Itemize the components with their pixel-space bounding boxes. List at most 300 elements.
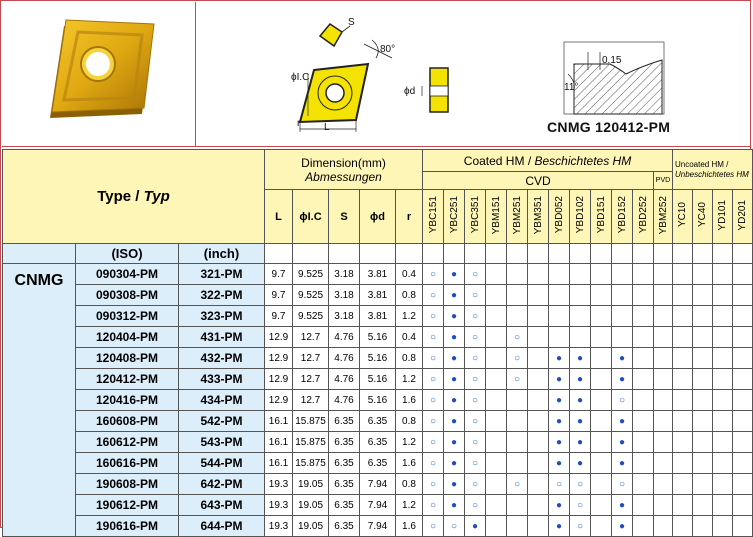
dim-ic: 19.05 [293, 474, 329, 495]
grade-mark-cell [444, 453, 465, 474]
col-d: ϕd [360, 190, 396, 244]
grade-mark-cell [444, 306, 465, 327]
filled-dot-icon: ● [618, 416, 626, 427]
inch-code: 644-PM [179, 516, 265, 537]
open-circle-icon: ○ [429, 374, 437, 385]
grade-mark-cell [570, 306, 591, 327]
dim-l: 9.7 [265, 285, 293, 306]
grade-mark-cell [733, 348, 753, 369]
filled-dot-icon: ● [576, 395, 584, 406]
family-cell: CNMG [3, 264, 76, 537]
grade-mark-cell [693, 516, 713, 537]
filled-dot-icon: ● [576, 458, 584, 469]
grade-mark-cell [733, 453, 753, 474]
filled-dot-icon: ● [576, 416, 584, 427]
filled-dot-icon: ● [450, 353, 458, 364]
grade-mark-cell [591, 432, 612, 453]
grade-mark-cell [654, 306, 673, 327]
inch-code: 642-PM [179, 474, 265, 495]
grade-mark-cell [633, 327, 654, 348]
grade-mark-cell [733, 390, 753, 411]
table-row [3, 327, 753, 348]
grade-mark-cell [591, 474, 612, 495]
open-circle-icon: ○ [576, 479, 584, 490]
subheader-blank-cell [612, 244, 633, 264]
grade-mark-cell [612, 495, 633, 516]
subheader-blank-cell [713, 244, 733, 264]
dim-s: 3.18 [329, 306, 360, 327]
dim-l: 12.9 [265, 390, 293, 411]
grade-mark-cell [549, 327, 570, 348]
dim-ic: 12.7 [293, 348, 329, 369]
grade-mark-cell [549, 306, 570, 327]
open-circle-icon: ○ [471, 269, 479, 280]
subheader-blank-cell [633, 244, 654, 264]
grade-mark-cell [654, 411, 673, 432]
grade-mark-cell [507, 411, 528, 432]
grade-mark-cell [423, 348, 444, 369]
grade-mark-cell [612, 327, 633, 348]
open-circle-icon: ○ [471, 353, 479, 364]
dim-d: 3.81 [360, 285, 396, 306]
grade-mark-cell [507, 327, 528, 348]
label-angle2: 11° [564, 82, 579, 93]
grade-mark-cell [486, 369, 507, 390]
grade-mark-cell [528, 432, 549, 453]
open-circle-icon: ○ [618, 395, 626, 406]
grade-mark-cell [507, 390, 528, 411]
uncoated-header: Uncoated HM / Unbeschichtetes HM [673, 150, 753, 190]
grade-mark-cell [507, 306, 528, 327]
open-circle-icon: ○ [429, 458, 437, 469]
grade-mark-cell [591, 306, 612, 327]
iso-code: 160608-PM [76, 411, 179, 432]
dim-r: 0.4 [396, 264, 423, 285]
grade-mark-cell [549, 348, 570, 369]
dim-s: 6.35 [329, 411, 360, 432]
grade-mark-cell [733, 516, 753, 537]
dim-r: 0.8 [396, 474, 423, 495]
grade-mark-cell [444, 474, 465, 495]
filled-dot-icon: ● [450, 395, 458, 406]
grade-mark-cell [733, 369, 753, 390]
grade-mark-cell [693, 285, 713, 306]
grade-mark-cell [612, 348, 633, 369]
grade-mark-cell [549, 411, 570, 432]
open-circle-icon: ○ [429, 353, 437, 364]
grade-mark-cell [465, 495, 486, 516]
dim-ic: 9.525 [293, 264, 329, 285]
grade-mark-cell [528, 516, 549, 537]
grade-mark-cell [423, 306, 444, 327]
grade-mark-cell [549, 495, 570, 516]
grade-mark-cell [507, 264, 528, 285]
dim-d: 5.16 [360, 390, 396, 411]
dim-d: 5.16 [360, 369, 396, 390]
table-row [3, 264, 753, 285]
iso-code: 160616-PM [76, 453, 179, 474]
open-circle-icon: ○ [513, 353, 521, 364]
grade-header-ybd102: YBD102 [570, 190, 591, 244]
cvd-header: CVD [423, 172, 654, 190]
grade-mark-cell [673, 495, 693, 516]
top-illustration-area [2, 2, 750, 147]
grade-mark-cell [673, 348, 693, 369]
grade-mark-cell [486, 306, 507, 327]
grade-mark-cell [693, 369, 713, 390]
grade-mark-cell [444, 264, 465, 285]
type-header: Type / Typ [3, 150, 265, 244]
grade-mark-cell [444, 432, 465, 453]
filled-dot-icon: ● [450, 290, 458, 301]
grade-mark-cell [673, 327, 693, 348]
grade-mark-cell [633, 369, 654, 390]
grade-mark-cell [486, 474, 507, 495]
grade-mark-cell [528, 390, 549, 411]
filled-dot-icon: ● [450, 416, 458, 427]
grade-header-yc40: YC40 [693, 190, 713, 244]
subheader-blank-cell [396, 244, 423, 264]
filled-dot-icon: ● [618, 521, 626, 532]
insert-photo-image [2, 2, 195, 146]
filled-dot-icon: ● [471, 521, 479, 532]
grade-mark-cell [570, 411, 591, 432]
grade-mark-cell [591, 516, 612, 537]
dim-ic: 9.525 [293, 285, 329, 306]
label-l: L [324, 122, 330, 133]
table-row [3, 411, 753, 432]
grade-mark-cell [733, 306, 753, 327]
open-circle-icon: ○ [429, 332, 437, 343]
grade-mark-cell [465, 390, 486, 411]
spec-table [2, 149, 753, 537]
dim-l: 12.9 [265, 327, 293, 348]
grade-header-ybm251: YBM251 [507, 190, 528, 244]
label-angle: 80° [380, 44, 396, 55]
dim-d: 3.81 [360, 306, 396, 327]
col-r: r [396, 190, 423, 244]
open-circle-icon: ○ [429, 521, 437, 532]
grade-mark-cell [549, 285, 570, 306]
dim-d: 6.35 [360, 453, 396, 474]
dim-s: 4.76 [329, 348, 360, 369]
open-circle-icon: ○ [471, 458, 479, 469]
open-circle-icon: ○ [429, 479, 437, 490]
grade-mark-cell [549, 390, 570, 411]
grade-mark-cell [673, 264, 693, 285]
filled-dot-icon: ● [450, 374, 458, 385]
grade-mark-cell [673, 390, 693, 411]
iso-code: 120416-PM [76, 390, 179, 411]
grade-mark-cell [444, 516, 465, 537]
open-circle-icon: ○ [450, 521, 458, 532]
open-circle-icon: ○ [471, 437, 479, 448]
grade-mark-cell [465, 411, 486, 432]
filled-dot-icon: ● [555, 353, 563, 364]
open-circle-icon: ○ [618, 479, 626, 490]
grade-mark-cell [507, 348, 528, 369]
grade-mark-cell [570, 495, 591, 516]
filled-dot-icon: ● [555, 374, 563, 385]
open-circle-icon: ○ [471, 374, 479, 385]
grade-mark-cell [423, 453, 444, 474]
table-row [3, 432, 753, 453]
grade-header-ybc251: YBC251 [444, 190, 465, 244]
dim-s: 6.35 [329, 495, 360, 516]
grade-mark-cell [713, 453, 733, 474]
grade-mark-cell [423, 411, 444, 432]
grade-mark-cell [693, 348, 713, 369]
grade-mark-cell [570, 390, 591, 411]
grade-mark-cell [673, 432, 693, 453]
filled-dot-icon: ● [618, 353, 626, 364]
inch-code: 434-PM [179, 390, 265, 411]
grade-mark-cell [713, 390, 733, 411]
grade-mark-cell [570, 327, 591, 348]
grade-mark-cell [633, 495, 654, 516]
grade-mark-cell [549, 516, 570, 537]
dim-s: 3.18 [329, 264, 360, 285]
open-circle-icon: ○ [471, 332, 479, 343]
table-row [3, 306, 753, 327]
dim-s: 4.76 [329, 369, 360, 390]
grade-header-ybm151: YBM151 [486, 190, 507, 244]
dim-r: 0.8 [396, 285, 423, 306]
grade-mark-cell [423, 285, 444, 306]
grade-mark-cell [528, 348, 549, 369]
grade-mark-cell [570, 474, 591, 495]
col-l: L [265, 190, 293, 244]
grade-mark-cell [633, 306, 654, 327]
inch-code: 643-PM [179, 495, 265, 516]
grade-mark-cell [444, 390, 465, 411]
subheader-blank-cell [486, 244, 507, 264]
grade-mark-cell [654, 285, 673, 306]
open-circle-icon: ○ [429, 395, 437, 406]
filled-dot-icon: ● [555, 500, 563, 511]
grade-mark-cell [528, 369, 549, 390]
grade-mark-cell [713, 495, 733, 516]
open-circle-icon: ○ [576, 521, 584, 532]
open-circle-icon: ○ [513, 479, 521, 490]
grade-header-yd101: YD101 [713, 190, 733, 244]
dim-l: 12.9 [265, 369, 293, 390]
grade-mark-cell [486, 495, 507, 516]
grade-mark-cell [612, 306, 633, 327]
grade-mark-cell [570, 516, 591, 537]
filled-dot-icon: ● [450, 437, 458, 448]
grade-mark-cell [713, 369, 733, 390]
label-chamfer: 0.15 [602, 55, 622, 66]
dim-r: 1.6 [396, 453, 423, 474]
dim-s: 3.18 [329, 285, 360, 306]
dim-d: 5.16 [360, 327, 396, 348]
filled-dot-icon: ● [450, 458, 458, 469]
grade-mark-cell [733, 411, 753, 432]
dim-r: 0.8 [396, 411, 423, 432]
grade-mark-cell [591, 285, 612, 306]
grade-mark-cell [465, 285, 486, 306]
grade-mark-cell [444, 411, 465, 432]
grade-mark-cell [591, 411, 612, 432]
grade-mark-cell [465, 474, 486, 495]
grade-mark-cell [486, 432, 507, 453]
grade-mark-cell [654, 516, 673, 537]
grade-mark-cell [713, 516, 733, 537]
open-circle-icon: ○ [429, 269, 437, 280]
grade-mark-cell [528, 285, 549, 306]
grade-mark-cell [654, 264, 673, 285]
grade-mark-cell [693, 306, 713, 327]
grade-mark-cell [570, 453, 591, 474]
grade-mark-cell [591, 327, 612, 348]
grade-mark-cell [528, 264, 549, 285]
grade-mark-cell [528, 327, 549, 348]
grade-mark-cell [713, 327, 733, 348]
dim-ic: 12.7 [293, 390, 329, 411]
grade-mark-cell [444, 348, 465, 369]
grade-mark-cell [444, 369, 465, 390]
grade-mark-cell [673, 474, 693, 495]
dim-s: 4.76 [329, 390, 360, 411]
dim-s: 4.76 [329, 327, 360, 348]
table-row [3, 495, 753, 516]
grade-mark-cell [570, 369, 591, 390]
dim-l: 16.1 [265, 453, 293, 474]
subheader-blank-cell [360, 244, 396, 264]
grade-mark-cell [612, 369, 633, 390]
grade-mark-cell [673, 285, 693, 306]
dim-ic: 19.05 [293, 495, 329, 516]
grade-header-ybd152: YBD152 [612, 190, 633, 244]
grade-mark-cell [591, 390, 612, 411]
subheader-blank-cell [570, 244, 591, 264]
grade-mark-cell [486, 348, 507, 369]
inch-code: 432-PM [179, 348, 265, 369]
grade-mark-cell [570, 285, 591, 306]
grade-mark-cell [423, 327, 444, 348]
grade-mark-cell [693, 390, 713, 411]
grade-mark-cell [713, 264, 733, 285]
grade-mark-cell [733, 495, 753, 516]
grade-mark-cell [507, 285, 528, 306]
grade-mark-cell [633, 474, 654, 495]
grade-mark-cell [693, 474, 713, 495]
dim-ic: 15.875 [293, 432, 329, 453]
grade-mark-cell [713, 411, 733, 432]
grade-mark-cell [570, 264, 591, 285]
subheader-blank-cell [673, 244, 693, 264]
grade-mark-cell [591, 495, 612, 516]
dim-d: 7.94 [360, 495, 396, 516]
grade-mark-cell [486, 390, 507, 411]
inch-code: 431-PM [179, 327, 265, 348]
grade-mark-cell [713, 432, 733, 453]
grade-header-yc10: YC10 [673, 190, 693, 244]
filled-dot-icon: ● [450, 269, 458, 280]
grade-mark-cell [423, 516, 444, 537]
grade-mark-cell [633, 453, 654, 474]
grade-mark-cell [693, 495, 713, 516]
subheader-blank-cell [265, 244, 293, 264]
dim-d: 6.35 [360, 432, 396, 453]
inch-code: 542-PM [179, 411, 265, 432]
grade-mark-cell [591, 348, 612, 369]
grade-header-yd201: YD201 [733, 190, 753, 244]
grade-mark-cell [654, 327, 673, 348]
grade-mark-cell [507, 432, 528, 453]
open-circle-icon: ○ [429, 500, 437, 511]
filled-dot-icon: ● [450, 479, 458, 490]
grade-mark-cell [444, 285, 465, 306]
grade-mark-cell [713, 348, 733, 369]
table-row [3, 474, 753, 495]
grade-mark-cell [486, 516, 507, 537]
grade-mark-cell [612, 411, 633, 432]
grade-mark-cell [612, 474, 633, 495]
subheader-blank-cell [591, 244, 612, 264]
iso-code: 190616-PM [76, 516, 179, 537]
grade-mark-cell [673, 453, 693, 474]
grade-mark-cell [570, 432, 591, 453]
grade-mark-cell [591, 264, 612, 285]
grade-mark-cell [528, 474, 549, 495]
subheader-blank-cell [444, 244, 465, 264]
pvd-header: PVD [654, 172, 673, 190]
grade-header-ybm351: YBM351 [528, 190, 549, 244]
grade-header-ybc151: YBC151 [423, 190, 444, 244]
subheader-blank-cell [693, 244, 713, 264]
dim-l: 19.3 [265, 495, 293, 516]
grade-mark-cell [654, 495, 673, 516]
insert-photo [2, 2, 196, 146]
grade-mark-cell [465, 306, 486, 327]
grade-mark-cell [465, 453, 486, 474]
iso-code: 090308-PM [76, 285, 179, 306]
dim-d: 6.35 [360, 411, 396, 432]
grade-mark-cell [733, 285, 753, 306]
subheader-blank-cell [293, 244, 329, 264]
open-circle-icon: ○ [471, 479, 479, 490]
dim-ic: 15.875 [293, 453, 329, 474]
table-row [3, 369, 753, 390]
grade-mark-cell [486, 327, 507, 348]
grade-mark-cell [654, 453, 673, 474]
table-row [3, 285, 753, 306]
filled-dot-icon: ● [576, 437, 584, 448]
filled-dot-icon: ● [576, 374, 584, 385]
dim-r: 0.4 [396, 327, 423, 348]
col-ic: ϕI.C [293, 190, 329, 244]
filled-dot-icon: ● [555, 458, 563, 469]
iso-subheader: (ISO) [76, 244, 179, 264]
open-circle-icon: ○ [429, 416, 437, 427]
filled-dot-icon: ● [450, 332, 458, 343]
grade-mark-cell [486, 264, 507, 285]
grade-mark-cell [444, 327, 465, 348]
filled-dot-icon: ● [618, 437, 626, 448]
grade-mark-cell [465, 516, 486, 537]
filled-dot-icon: ● [576, 353, 584, 364]
grade-mark-cell [612, 264, 633, 285]
grade-mark-cell [654, 390, 673, 411]
filled-dot-icon: ● [555, 521, 563, 532]
grade-mark-cell [633, 348, 654, 369]
grade-mark-cell [654, 474, 673, 495]
grade-mark-cell [713, 306, 733, 327]
subheader-blank-cell [654, 244, 673, 264]
iso-code: 090304-PM [76, 264, 179, 285]
